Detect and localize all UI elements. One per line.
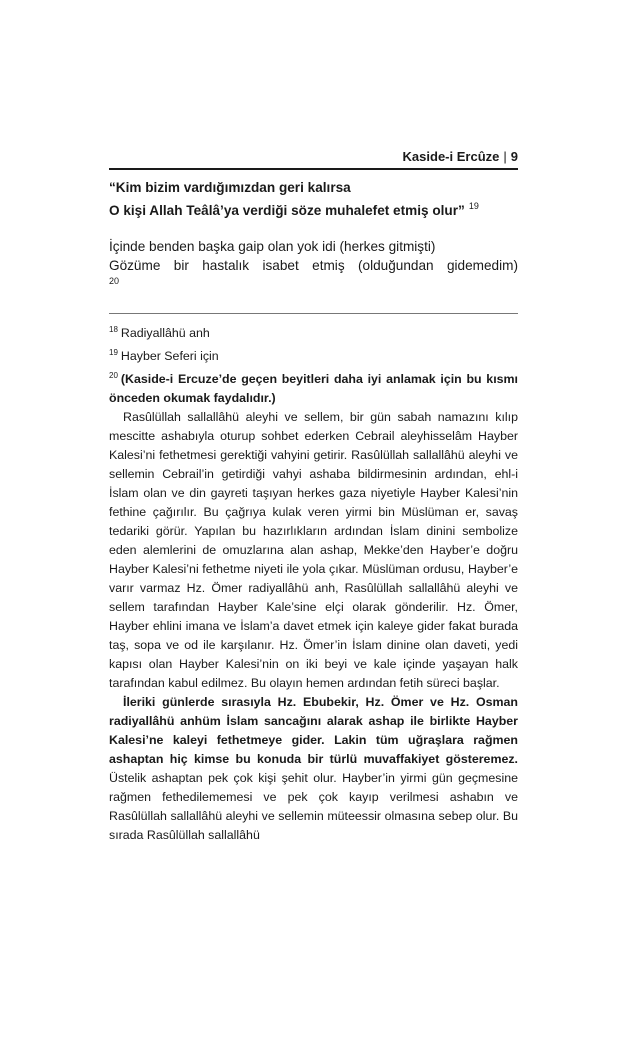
paragraph [109, 693, 518, 845]
paragraph: Rasûlüllah sallallâhü aleyhi ve sellem, bir gün sabah namazını kılıp mescitte ashabıyla oturup sohbet ederken Cebrail aleyhisselâm Hayber Kalesi’ni fethetmesi gerektiği vahyini getirir. Rasûlüllah sallallâhü aleyhi ve sellemin Cebrail’in getirdiği vahyi ashaba bildirmesinin ardından, ehl-i İslam olan ve din gayreti taşıyan herkes gaza niyetiyle Hayber Kalesi’nin fethine çağırılır. Bu çağrıya kulak veren yirmi bin Müslüman er, savaş tedariki görür. Yapılan bu hazırlıkların ardından İslam dinini sembolize eden alemlerini de omuzlarına alan ashap, Mekke’den Hayber’e doğru Hayber Kalesi’ni fethetme niyeti ile yola çıkar. Müslüman ordusu, Hayber’e varır varmaz Hz. Ömer radiyallâhü anh, Rasûlüllah sallallâhü aleyhi ve sellem tarafından Hayber Kale’sine elçi olarak gönderilir. Hz. Ömer, Hayber ehlini imana ve İslam’a davet etmek için kaleye gider fakat burada taş, sopa ve od ile karşılanır. Hz. Ömer’in İslam dinine olan daveti, yedi kapısı olan Hayber Kalesi’nin on iki beyi ve kale içinde yaşayan halk tarafından kabul edilmez. Bu olayın hemen ardından fetih süreci başlar. [109, 410, 518, 690]
footnote-number: 19 [109, 348, 118, 357]
verse-line: O kişi Allah Teâlâ’ya verdiği söze muhalefet etmiş olur” [109, 203, 465, 218]
footnote-body-text [109, 408, 518, 845]
header-rule [109, 168, 518, 170]
footnote-ref[interactable]: 19 [468, 201, 479, 211]
footnote-number: 18 [109, 325, 118, 334]
bold-passage: İleriki günlerde sırasıyla Hz. Ebubekir, Hz. Ömer ve Hz. Osman radiyallâhü anhüm İslam sancağını alarak ashap ile birlikte Hayber Kalesi’ne kaleyi fethetmeye gider. Lakin tüm uğraşlara rağmen ashaptan hiç kimse bu konuda bir türlü muvaffakiyet gösteremez. [109, 695, 518, 766]
header-separator: | [503, 149, 507, 164]
footnote-18 [109, 320, 518, 343]
footnote-text: Radiyallâhü anh [120, 326, 210, 340]
footnote-text: Hayber Seferi için [120, 349, 219, 363]
verse-couplet-2 [109, 237, 518, 287]
verse-line-with-ref [109, 197, 518, 220]
footnotes-section [109, 320, 518, 845]
footnote-ref[interactable]: 20 [109, 276, 120, 286]
header-title: Kaside-i Ercûze [402, 149, 500, 164]
page-number: 9 [510, 149, 518, 164]
footnote-rule [109, 313, 518, 314]
verse-line: “Kim bizim vardığımızdan geri kalırsa [109, 180, 351, 195]
verse-line: Gözüme bir hastalık isabet etmiş (olduğundan gidemedim) [109, 258, 518, 273]
paragraph-text: Üstelik ashaptan pek çok kişi şehit olur. Hayber’in yirmi gün geçmesine rağmen fethedilememesi ve pek çok kayıp verilmesi ashabın ve Rasûlüllah sallallâhü aleyhi ve sellemin müteessir olmasına sebep olur. Bu sırada Rasûlüllah sallallâhü [109, 771, 518, 842]
footnote-20 [109, 366, 518, 408]
verse-couplet-1 [109, 178, 518, 220]
footnote-19 [109, 343, 518, 366]
verse-line: İçinde benden başka gaip olan yok idi (herkes gitmişti) [109, 239, 436, 254]
footnote-text: (Kaside-i Ercuze’de geçen beyitleri daha iyi anlamak için bu kısmı önceden okumak faydalıdır.) [109, 372, 518, 405]
footnote-number: 20 [109, 371, 118, 380]
running-header [403, 149, 518, 164]
